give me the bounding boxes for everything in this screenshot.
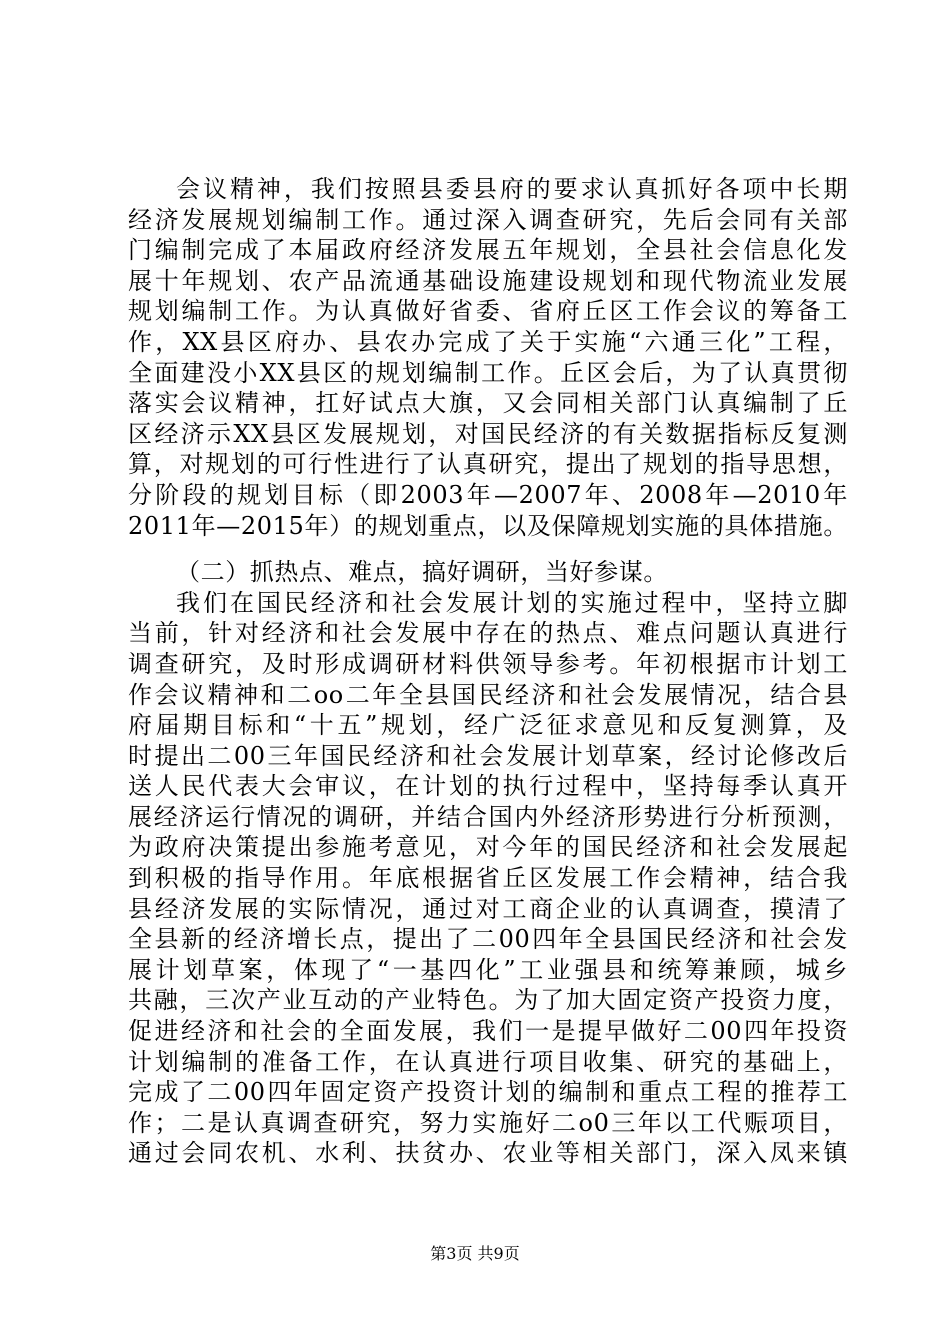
text-line: 全县新的经济增长点，提出了二00四年全县国民经济和社会发 xyxy=(128,925,848,954)
text-line: 落实会议精神，扛好试点大旗，又会同相关部门认真编制了丘 xyxy=(128,389,848,418)
text-line: 规划编制工作。为认真做好省委、省府丘区工作会议的筹备工 xyxy=(128,297,848,326)
text-line: 送人民代表大会审议，在计划的执行过程中，坚持每季认真开 xyxy=(128,772,848,801)
text-line: 到积极的指导作用。年底根据省丘区发展工作会精神，结合我 xyxy=(128,864,848,893)
page-number: 第3页 共9页 xyxy=(430,1244,520,1263)
paragraph-3 xyxy=(128,588,848,1169)
paragraph-1 xyxy=(128,174,848,541)
text-line: 算，对规划的可行性进行了认真研究，提出了规划的指导思想， xyxy=(128,450,848,479)
text-line: 全面建没小XX县区的规划编制工作。丘区会后，为了认真贯彻 xyxy=(128,358,848,387)
text-line: 调查研究，及时形成调研材料供领导参考。年初根据市计划工 xyxy=(128,649,848,678)
text-line: 会议精神，我们按照县委县府的要求认真抓好各项中长期 xyxy=(176,175,848,203)
text-line: 府届期目标和“十五”规划，经广泛征求意见和反复测算，及 xyxy=(128,711,848,740)
text-line: 计划编制的准备工作，在认真进行项目收集、研究的基础上， xyxy=(128,1047,848,1076)
text-line: 促进经济和社会的全面发展，我们一是提早做好二00四年投资 xyxy=(128,1017,848,1046)
page-footer xyxy=(0,1244,950,1264)
text-line: 作会议精神和二oo二年全县国民经济和社会发展情况，结合县 xyxy=(128,680,848,709)
text-line: 2011年—2015年）的规划重点，以及保障规划实施的具体措施。 xyxy=(128,511,848,540)
text-line: 县经济发展的实际情况，通过对工商企业的认真调查，摸清了 xyxy=(128,894,848,923)
text-line: 通过会同农机、水利、扶贫办、农业等相关部门，深入凤来镇 xyxy=(128,1139,848,1168)
text-line: 我们在国民经济和社会发展计划的实施过程中，坚持立脚 xyxy=(176,588,848,617)
text-line: 作；二是认真调查研究，努力实施好二o0三年以工代赈项目， xyxy=(128,1108,848,1137)
text-line: 展经济运行情况的调研，并结合国内外经济形势进行分析预测， xyxy=(128,802,848,831)
text-line: 区经济示XX县区发展规划，对国民经济的有关数据指标反复测 xyxy=(128,419,848,448)
text-line: 完成了二00四年固定资产投资计划的编制和重点工程的推荐工 xyxy=(128,1078,848,1107)
text-line: 门编制完成了本届政府经济发展五年规划，全县社会信息化发 xyxy=(128,236,848,265)
text-line: 展十年规划、农产品流通基础设施建设规划和现代物流业发展 xyxy=(128,266,848,295)
text-line: 展计划草案，体现了“一基四化”工业强县和统筹兼顾，城乡 xyxy=(128,955,848,984)
text-line: 经济发展规划编制工作。通过深入调查研究，先后会同有关部 xyxy=(128,205,848,234)
text-line: 为政府决策提出参施考意见，对今年的国民经济和社会发展起 xyxy=(128,833,848,862)
text-line: 共融，三次产业互动的产业特色。为了加大固定资产投资力度， xyxy=(128,986,848,1015)
text-line: 当前，针对经济和社会发展中存在的热点、难点问题认真进行 xyxy=(128,619,848,648)
text-line: 时提出二00三年国民经济和社会发展计划草案，经讨论修改后 xyxy=(128,741,848,770)
text-line: 分阶段的规划目标（即2003年—2007年、2008年—2010年 xyxy=(128,480,848,509)
document-body xyxy=(128,174,848,1169)
section-heading xyxy=(128,557,848,588)
heading-line: （二）抓热点、难点，搞好调研，当好参谋。 xyxy=(176,558,668,587)
text-line: 作，XX县区府办、县农办完成了关于实施“六通三化”工程， xyxy=(128,327,848,356)
